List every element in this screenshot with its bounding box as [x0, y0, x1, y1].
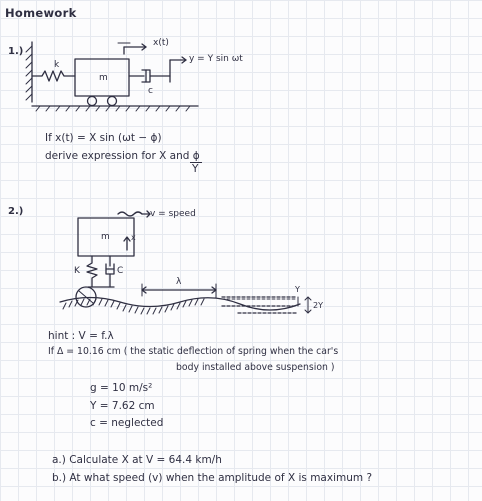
fraction-bar: [190, 162, 202, 163]
figure-1: [26, 42, 198, 111]
c-label-1: c: [148, 86, 153, 96]
wall-hatching: [26, 46, 32, 100]
m-label-2: m: [101, 232, 110, 242]
k-label-1: k: [54, 60, 60, 70]
speed-label: v = speed: [150, 209, 196, 219]
wheel-right: [108, 97, 117, 106]
hint-line: hint : V = f.λ: [48, 330, 114, 342]
x-t-label: x(t): [153, 38, 169, 48]
fraction-denominator: Y: [192, 163, 199, 175]
c-value: c = neglected: [90, 417, 164, 429]
lambda-label: λ: [176, 277, 182, 287]
wheel-left: [88, 97, 97, 106]
question-a: a.) Calculate X at V = 64.4 km/h: [52, 454, 222, 466]
p1-line-1: If x(t) = X sin (ωt − ϕ): [45, 132, 162, 144]
y-input-label: y = Y sin ωt: [189, 54, 243, 64]
if-line-continued: body installed above suspension ): [176, 362, 335, 373]
ground-hatching: [36, 106, 190, 111]
question-b: b.) At what speed (v) when the amplitude of X is maximum ?: [52, 472, 373, 484]
problem-1-number: 1.): [8, 46, 24, 57]
g-value: g = 10 m/s²: [90, 382, 153, 394]
spring-2: [87, 256, 97, 287]
y-value: Y = 7.62 cm: [90, 400, 155, 412]
speed-squiggle: [118, 212, 142, 216]
spring-1: [32, 71, 75, 81]
page-title: Homework: [5, 6, 77, 20]
y-amplitude-label: Y: [295, 285, 300, 294]
m-label-1: m: [99, 73, 108, 83]
x-label-2: x: [131, 233, 136, 242]
two-y-label: 2Y: [313, 301, 323, 310]
c-label-2: C: [117, 266, 124, 276]
problem-2-number: 2.): [8, 206, 24, 217]
k-label-2: K: [74, 266, 80, 276]
figure-2: [60, 211, 311, 314]
p1-line-2: derive expression for X and ϕ: [45, 150, 200, 162]
if-line: If Δ = 10.16 cm ( the static deflection of spring when the car's: [48, 346, 339, 357]
